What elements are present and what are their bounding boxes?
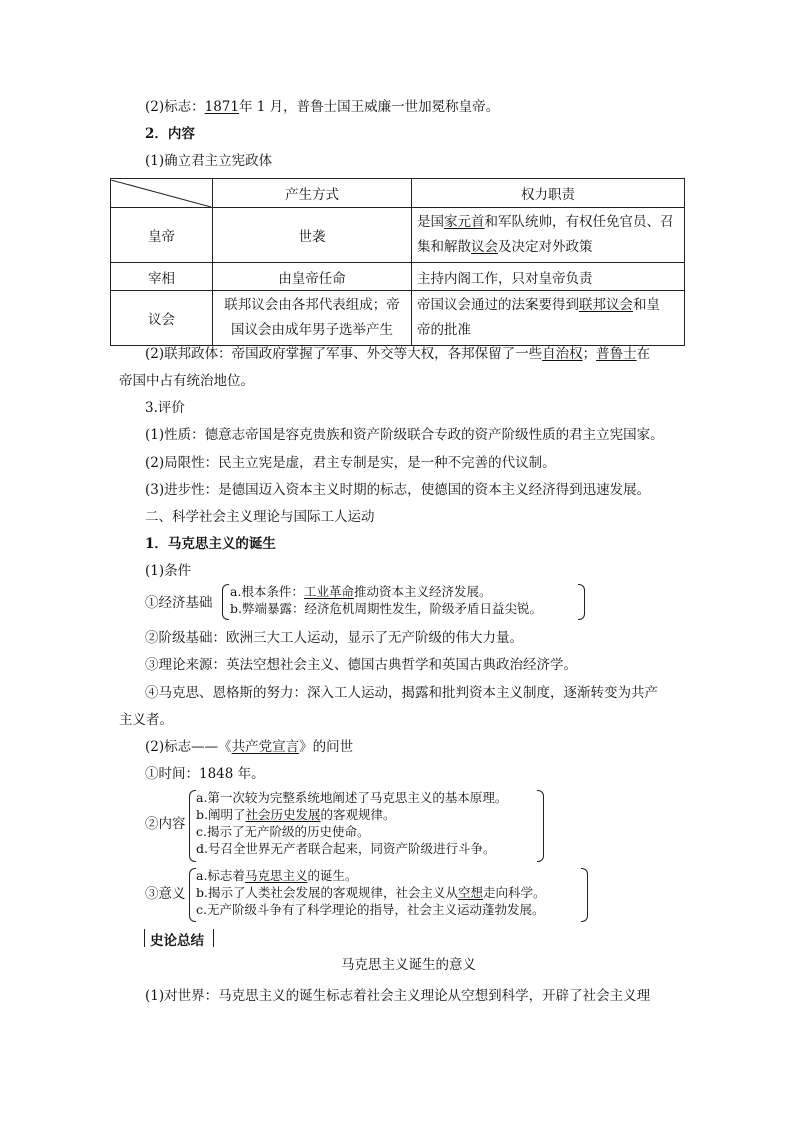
federal-line-2: 帝国中占有统治地位。 — [119, 373, 254, 389]
government-table — [110, 178, 685, 346]
meaning-a-underlined: 马克思主义 — [244, 868, 308, 883]
row-name: 皇帝 — [111, 208, 213, 263]
duty-text: 集和解散 — [417, 239, 471, 255]
time-line: ①时间：1848 年。 — [145, 766, 265, 782]
left-brace — [222, 584, 229, 620]
theory-source: ③理论来源：英法空想社会主义、德国古典哲学和英国古典政治经济学。 — [145, 657, 577, 673]
sign-text: 》的问世 — [299, 739, 354, 755]
duty-line-1 — [417, 210, 679, 235]
content-c: c.揭示了无产阶级的历史使命。 — [196, 824, 370, 839]
part2-sub1: 1．马克思主义的诞生 — [145, 536, 276, 552]
evaluation-nature: (1)性质：德意志帝国是容克贵族和资产阶级联合专政的资产阶级性质的君主立宪国家。 — [145, 427, 664, 443]
row-method: 世袭 — [213, 208, 412, 263]
federal-underlined: 自治权 — [542, 346, 583, 362]
class-basis: ②阶级基础：欧洲三大工人运动，显示了无产阶级的伟大力量。 — [145, 630, 523, 646]
duty-line-2 — [417, 235, 679, 260]
mark-line — [145, 98, 499, 116]
summary-bar-left — [144, 929, 145, 947]
econ-a-underlined: 工业革命 — [303, 584, 354, 599]
duty-text: 帝国议会通过的法案要得到 — [417, 297, 579, 313]
sign-underlined: 共产党宣言 — [231, 739, 300, 755]
diagonal-header-cell — [111, 179, 213, 208]
duty-underlined: 联邦议会 — [579, 297, 633, 313]
row-duty — [412, 291, 685, 346]
meaning-label: ③意义 — [145, 886, 186, 902]
right-brace — [578, 584, 585, 620]
evaluation-limit: (2)局限性：民主立宪是虚，君主专制是实，是一种不完善的代议制。 — [145, 455, 556, 471]
header-method: 产生方式 — [213, 179, 412, 208]
sign-text: (2)标志——《 — [145, 739, 232, 755]
right-brace — [537, 790, 544, 862]
federal-line-1 — [145, 345, 650, 363]
effort-line-2: 主义者。 — [119, 712, 173, 728]
content-label: ②内容 — [145, 816, 186, 832]
meaning-b — [196, 885, 546, 901]
constitution-heading: (1)确立君主立宪政体 — [145, 153, 273, 169]
duty-text: 和皇 — [633, 297, 660, 313]
duty-text: 和军队统帅，有权任免官员、召 — [484, 214, 674, 230]
econ-a-text: a.根本条件： — [230, 584, 304, 599]
method-line-1: 联邦议会由各邦代表组成；帝 — [224, 297, 400, 313]
table-row — [111, 208, 685, 263]
summary-title: 马克思主义诞生的意义 — [341, 957, 476, 973]
summary-bar-right — [213, 929, 214, 947]
meaning-a-text: 的诞生。 — [307, 868, 358, 883]
duty-line-2: 帝的批准 — [417, 322, 471, 338]
row-name: 宰相 — [111, 263, 213, 291]
summary-world: (1)对世界：马克思主义的诞生标志着社会主义理论从空想到科学，开辟了社会主义理 — [145, 988, 651, 1004]
mark-rest: 年 1 月，普鲁士国王威廉一世加冕称皇帝。 — [238, 99, 500, 115]
content-a: a.第一次较为完整系统地阐述了马克思主义的基本原理。 — [196, 790, 508, 805]
row-name: 议会 — [111, 291, 213, 346]
table-row — [111, 263, 685, 291]
duty-underlined: 议会 — [471, 239, 498, 255]
table-header-row — [111, 179, 685, 208]
duty-text: 及决定对外政策 — [498, 239, 593, 255]
meaning-a-text: a.标志着 — [196, 868, 245, 883]
right-brace — [581, 868, 588, 922]
method-line-2: 国议会由成年男子选举产生 — [231, 322, 393, 338]
content-d: d.号召全世界无产者联合起来，同资产阶级进行斗争。 — [196, 841, 496, 856]
content-b-text: 的客观规律。 — [320, 807, 396, 822]
meaning-b-text: b.揭示了人类社会发展的客观规律，社会主义从 — [196, 885, 458, 900]
meaning-b-underlined: 空想 — [457, 885, 483, 900]
econ-b: b.弊端暴露：经济危机周期性发生，阶级矛盾日益尖锐。 — [230, 601, 542, 616]
federal-underlined: 普鲁士 — [596, 346, 637, 362]
row-duty — [412, 208, 685, 263]
row-method — [213, 291, 412, 346]
left-brace — [189, 790, 196, 862]
meaning-c: c.无产阶级斗争有了科学理论的指导，社会主义运动蓬勃发展。 — [196, 902, 545, 917]
content-b-underlined: 社会历史发展 — [245, 807, 321, 822]
part2-heading: 二、科学社会主义理论与国际工人运动 — [145, 509, 375, 525]
meaning-b-text: 走向科学。 — [483, 885, 546, 900]
duty-underlined: 家元首 — [444, 214, 485, 230]
content-b-text: b.阐明了 — [196, 807, 246, 822]
duty-text: 是国 — [417, 214, 444, 230]
mark-prefix: (2)标志： — [145, 99, 205, 115]
meaning-a — [196, 868, 357, 884]
header-duty: 权力职责 — [412, 179, 685, 208]
econ-label: ①经济基础 — [145, 595, 213, 611]
federal-text: (2)联邦政体：帝国政府掌握了军事、外交等大权，各邦保留了一些 — [145, 346, 543, 362]
content-heading: 2．内容 — [145, 126, 195, 142]
duty-line-1 — [417, 293, 679, 318]
content-b — [196, 807, 396, 823]
conditions-heading: (1)条件 — [145, 563, 192, 579]
evaluation-progress: (3)进步性：是德国迈入资本主义时期的标志，使德国的资本主义经济得到迅速发展。 — [145, 482, 651, 498]
sign-line — [145, 738, 353, 756]
effort-line-1: ④马克思、恩格斯的努力：深入工人运动，揭露和批判资本主义制度，逐渐转变为共产 — [145, 685, 658, 701]
evaluation-heading: 3.评价 — [145, 400, 185, 416]
row-duty: 主持内阁工作，只对皇帝负责 — [412, 263, 685, 291]
table-row — [111, 291, 685, 346]
summary-label: 史论总结 — [150, 933, 204, 949]
federal-text: 在 — [636, 346, 651, 362]
mark-year: 1871 — [204, 99, 239, 115]
federal-text: ； — [582, 346, 597, 362]
diagonal-line — [111, 180, 211, 207]
econ-a-text: 推动资本主义经济发展。 — [353, 584, 492, 599]
econ-a — [230, 584, 491, 600]
row-method: 由皇帝任命 — [213, 263, 412, 291]
left-brace — [189, 868, 196, 922]
